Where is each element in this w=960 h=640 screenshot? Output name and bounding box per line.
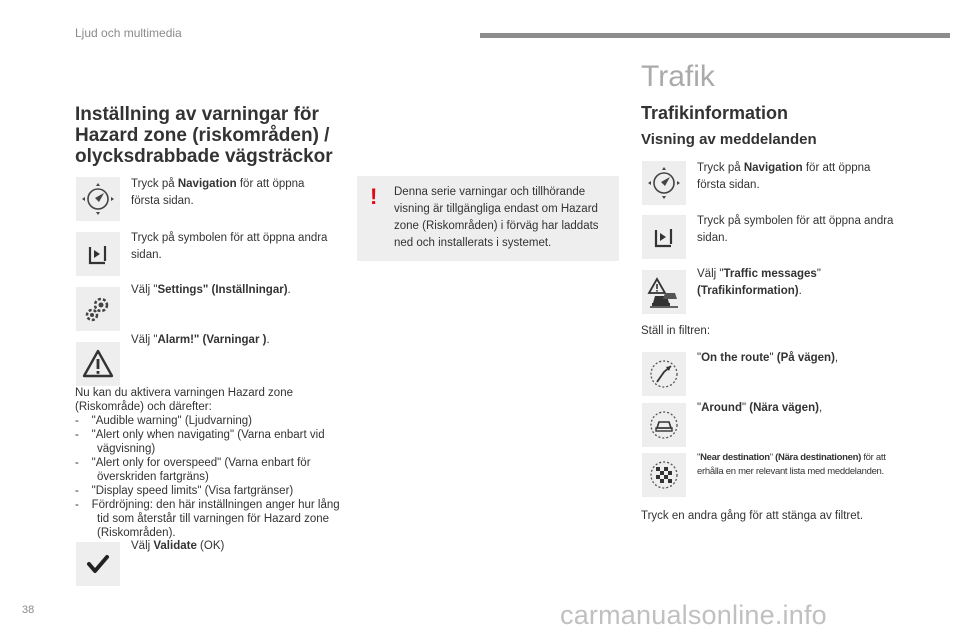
warning-note-text: Denna serie varningar och tillhörande visning är tillgängliga endast om Hazard zone (Riskområden) i förväg har laddats ned och installerats i systemet.	[394, 186, 599, 249]
list-item: - "Audible warning" (Ljudvarning)	[75, 415, 252, 427]
on-route-filter-button[interactable]	[642, 352, 686, 396]
near-destination-filter-button[interactable]	[642, 453, 686, 497]
closing-text: Tryck en andra gång för att stänga av filtret.	[641, 510, 864, 522]
warning-triangle-icon	[81, 347, 115, 381]
settings-gears-icon	[81, 292, 115, 326]
checkmark-icon	[84, 550, 112, 578]
section-title-hazard: Inställning av varningar för Hazard zone (riskområden) / olycksdrabbade vägsträckor	[75, 104, 333, 167]
navigation-button[interactable]	[76, 177, 120, 221]
header-bar	[480, 33, 950, 38]
subtitle-visning: Visning av meddelanden	[641, 131, 817, 148]
step-text-settings: Välj "Settings" (Inställningar).	[131, 284, 291, 296]
filter-label: Ställ in filtren:	[641, 325, 711, 337]
next-page-button[interactable]	[76, 232, 120, 276]
step-text-next-page: Tryck på symbolen för att öppna andra sidan.	[697, 215, 894, 244]
hazard-options-list	[75, 386, 345, 540]
around-filter-button[interactable]	[642, 403, 686, 447]
alarm-button[interactable]	[76, 342, 120, 386]
list-item: - "Alert only for overspeed" (Varna enbart för överskriden fartgräns)	[75, 457, 311, 483]
list-item: - "Alert only when navigating" (Varna enbart vid vägvisning)	[75, 429, 325, 455]
page-number: 38	[22, 604, 35, 616]
step-text-traffic-messages: Välj "Traffic messages" (Trafikinformation).	[697, 268, 821, 297]
step-text-next-page: Tryck på symbolen för att öppna andra sidan.	[131, 232, 328, 261]
filter-text-on-route: "On the route" (På vägen),	[697, 352, 839, 364]
watermark: carmanualsonline.info	[560, 600, 827, 630]
traffic-messages-icon	[647, 275, 681, 309]
next-page-button[interactable]	[642, 215, 686, 259]
list-intro: Nu kan du aktivera varningen Hazard zone (Riskområde) och därefter:	[75, 387, 293, 413]
traffic-messages-button[interactable]	[642, 270, 686, 314]
step-text-navigation: Tryck på Navigation för att öppna första sidan.	[131, 178, 305, 207]
navigation-compass-icon	[80, 181, 116, 217]
near-destination-icon	[647, 458, 681, 492]
next-page-icon	[83, 239, 113, 269]
list-item: - Fördröjning: den här inställningen anger hur lång tid som återstår till varningen för Hazard zone (Riskområden).	[75, 499, 340, 539]
filter-text-around: "Around" (Nära vägen),	[697, 402, 823, 414]
next-page-icon	[649, 222, 679, 252]
list-item: - "Display speed limits" (Visa fartgränser)	[75, 485, 294, 497]
navigation-button[interactable]	[642, 161, 686, 205]
step-text-alarm: Välj "Alarm!" (Varningar ).	[131, 334, 270, 346]
step-text-validate: Välj Validate (OK)	[131, 540, 225, 552]
step-text-navigation: Tryck på Navigation för att öppna första sidan.	[697, 162, 871, 191]
subtitle-trafikinformation: Trafikinformation	[641, 103, 789, 123]
chapter-title-trafik: Trafik	[641, 60, 715, 93]
settings-button[interactable]	[76, 287, 120, 331]
navigation-compass-icon	[646, 165, 682, 201]
validate-button[interactable]	[76, 542, 120, 586]
around-icon	[647, 408, 681, 442]
header-section-title: Ljud och multimedia	[75, 26, 182, 40]
exclamation-icon: !	[370, 184, 378, 209]
filter-text-near-destination: "Near destination" (Nära destinationen) för att erhålla en mer relevant lista med meddelanden.	[697, 452, 886, 477]
on-route-icon	[647, 357, 681, 391]
